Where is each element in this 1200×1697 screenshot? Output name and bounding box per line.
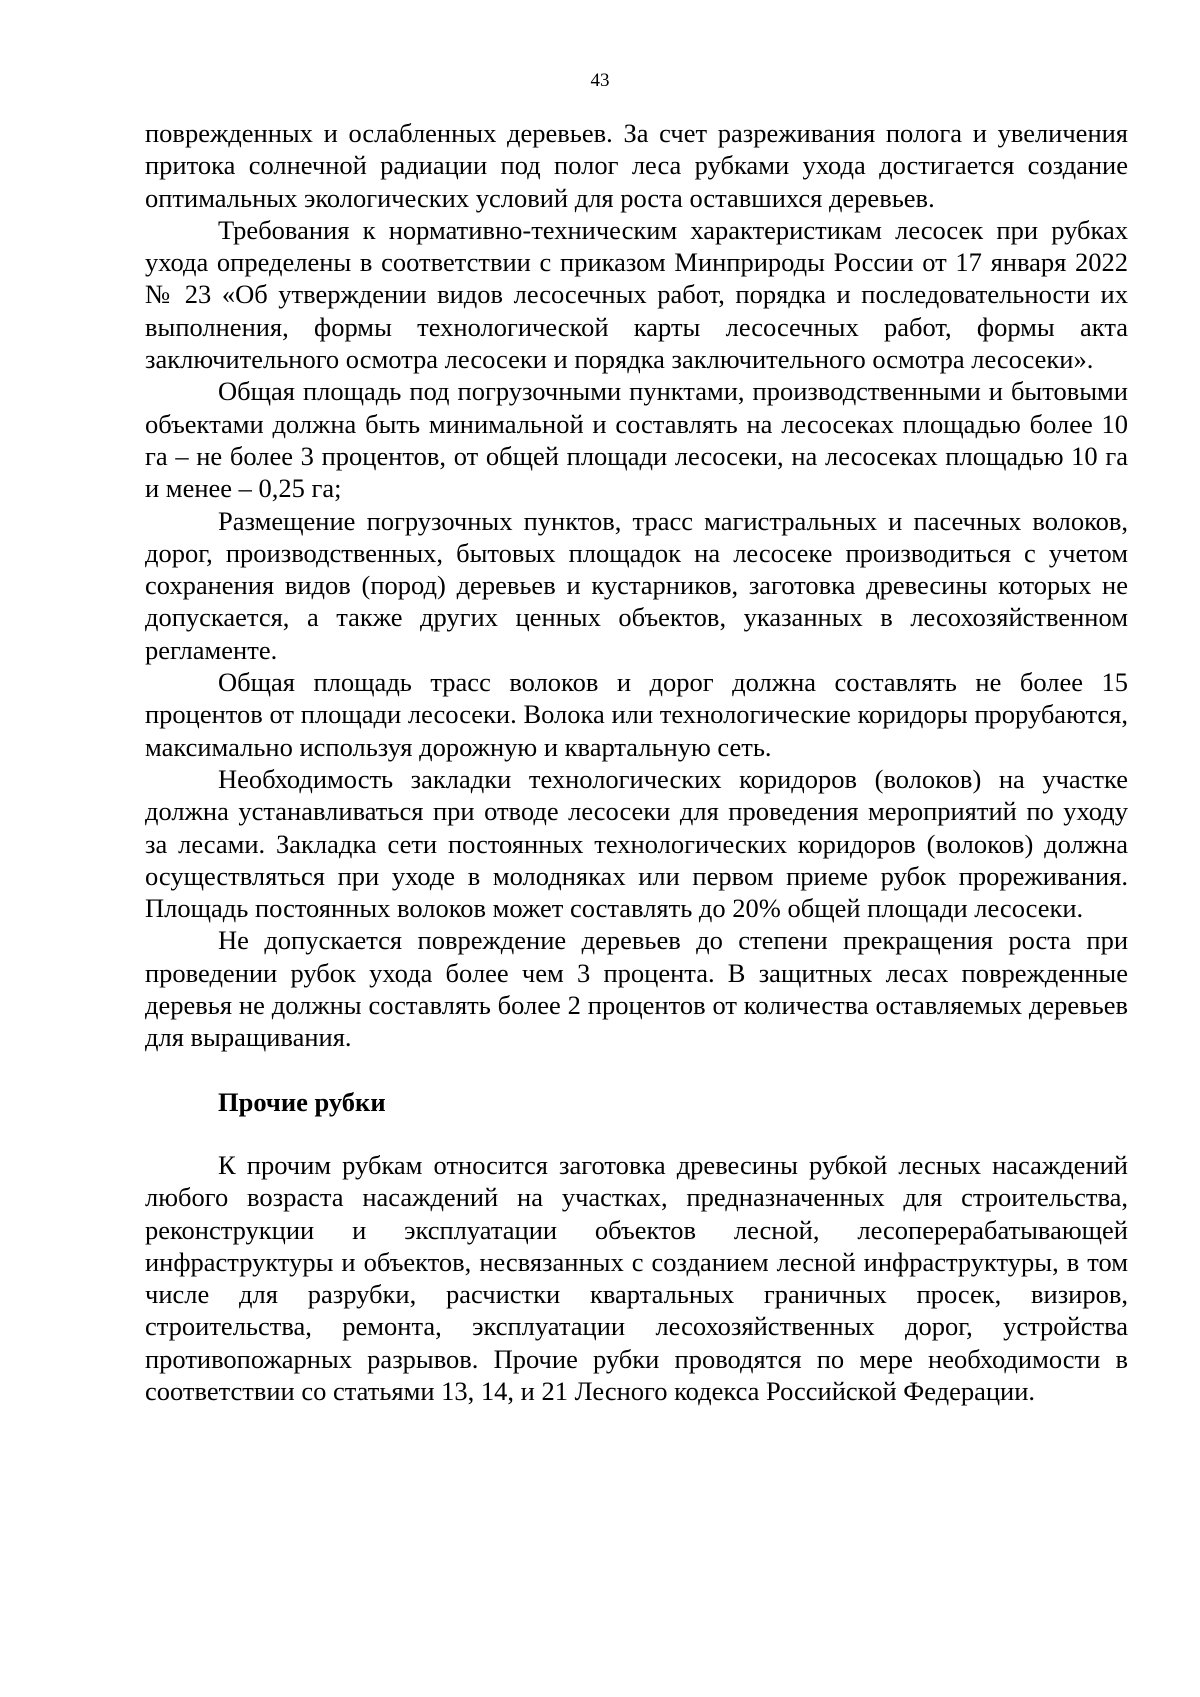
paragraph-requirements: Требования к нормативно-техническим характеристикам лесосек при рубках ухода определены в соответствии с приказом Минприроды России от 17 января 2022 № 23 «Об утверждении видов лесосечных работ, порядка и последовательности их выполнения, формы технологической карты лесосечных работ, формы акта заключительного осмотра лесосеки и порядка заключительного осмотра лесосеки». [145, 214, 1128, 375]
paragraph-tree-damage: Не допускается повреждение деревьев до степени прекращения роста при проведении рубок ухода более чем 3 процента. В защитных лесах поврежденные деревья не должны составлять более 2 процентов от количества оставляемых деревьев для выращивания. [145, 925, 1128, 1053]
paragraph-corridors: Необходимость закладки технологических коридоров (волоков) на участке должна устанавливаться при отводе лесосеки для проведения мероприятий по уходу за лесами. Закладка сети постоянных технологических коридоров (волоков) должна осуществляться при уходе в молодняках или первом приеме рубок прореживания. Площадь постоянных волоков может составлять до 20% общей площади лесосеки. [145, 763, 1128, 924]
paragraph-loading-area: Общая площадь под погрузочными пунктами, производственными и бытовыми объектами должна быть минимальной и составлять на лесосеках площадью более 10 га – не более 3 процентов, от общей площади лесосеки, на лесосеках площадью 10 га и менее – 0,25 га; [145, 376, 1128, 504]
paragraph-skid-trails: Общая площадь трасс волоков и дорог должна составлять не более 15 процентов от площади лесосеки. Волока или технологические коридоры прорубаются, максимально используя дорожную и квартальную сеть. [145, 667, 1128, 762]
paragraph-continuation: поврежденных и ослабленных деревьев. За счет разреживания полога и увеличения притока солнечной радиации под полог леса рубками ухода достигается создание оптимальных экологических условий для роста оставшихся деревьев. [145, 118, 1128, 213]
paragraph-other-cuttings: К прочим рубкам относится заготовка древесины рубкой лесных насаждений любого возраста насаждений на участках, предназначенных для строительства, реконструкции и эксплуатации объектов лесной, лесоперерабатывающей инфраструктуры и объектов, несвязанных с созданием лесной инфраструктуры, в том числе для разрубки, расчистки квартальных граничных просек, визиров, строительства, ремонта, эксплуатации лесохозяйственных дорог, устройства противопожарных разрывов. Прочие рубки проводятся по мере необходимости в соответствии со статьями 13, 14, и 21 Лесного кодекса Российской Федерации. [145, 1149, 1128, 1406]
page-number: 43 [590, 70, 610, 91]
section-heading: Прочие рубки [218, 1086, 386, 1117]
paragraph-placement: Размещение погрузочных пунктов, трасс магистральных и пасечных волоков, дорог, производственных, бытовых площадок на лесосеке производиться с учетом сохранения видов (пород) деревьев и кустарников, заготовка древесины которых не допускается, а также других ценных объектов, указанных в лесохозяйственном регламенте. [145, 505, 1128, 665]
document-body [145, 117, 1128, 1407]
